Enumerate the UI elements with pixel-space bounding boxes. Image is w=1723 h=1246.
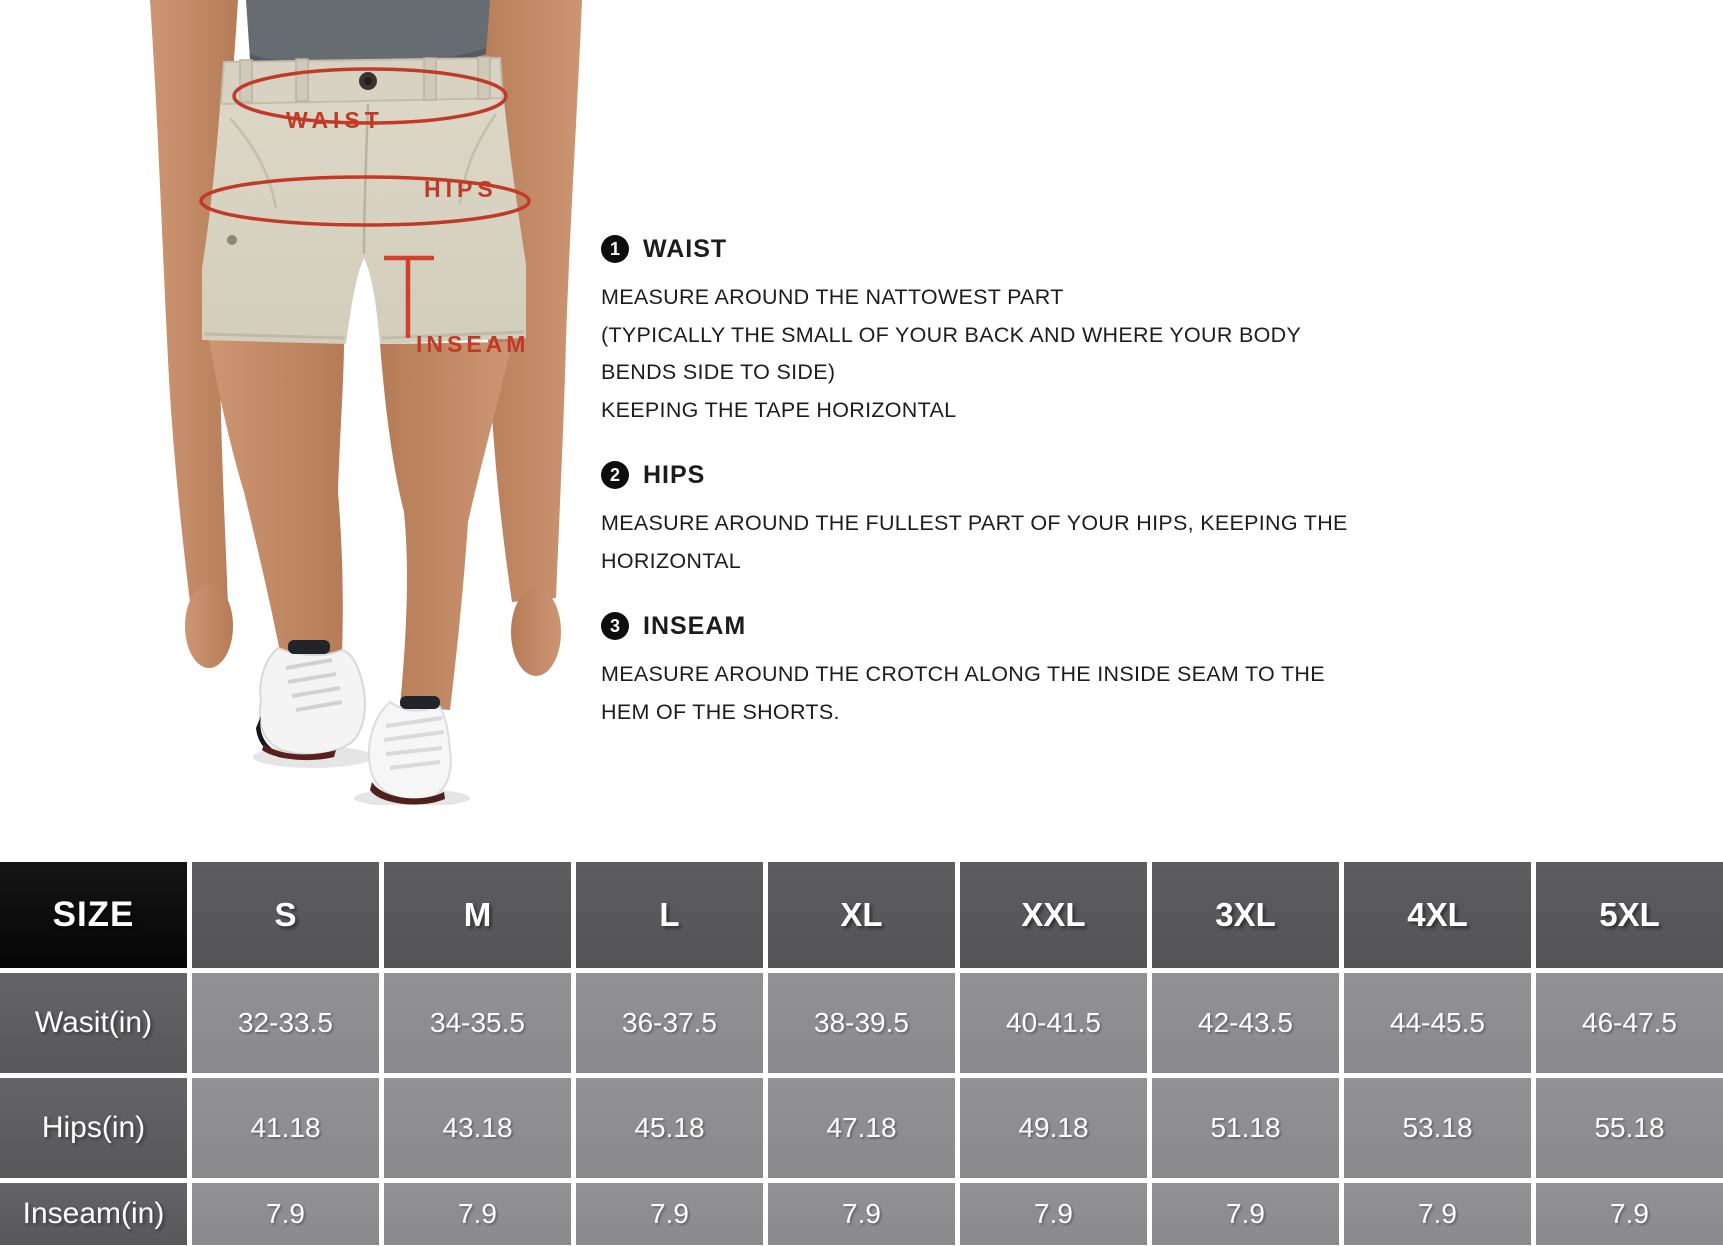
- model-right-leg: [380, 342, 512, 710]
- size-chart-value-cell: 36-37.5: [576, 973, 763, 1073]
- instruction-line: MEASURE AROUND THE FULLEST PART OF YOUR HIPS, KEEPING THE: [601, 511, 1348, 535]
- section-title-hips: HIPS: [643, 460, 706, 489]
- section-body-inseam: [601, 656, 1361, 731]
- section-body-hips: [601, 505, 1361, 580]
- instruction-line: BENDS SIDE TO SIDE): [601, 360, 836, 384]
- size-chart-value-cell: 32-33.5: [192, 973, 379, 1073]
- size-chart-value-cell: 55.18: [1536, 1078, 1723, 1178]
- instruction-line: (TYPICALLY THE SMALL OF YOUR BACK AND WHERE YOUR BODY: [601, 322, 1302, 347]
- size-chart-value-cell: 7.9: [576, 1183, 763, 1245]
- instruction-section-inseam: [601, 608, 1361, 731]
- step-3-badge: 3: [601, 612, 629, 640]
- size-chart-header-cell: 3XL: [1152, 862, 1339, 968]
- size-chart-value-cell: 7.9: [1344, 1183, 1531, 1245]
- zipper-pull: [227, 235, 237, 245]
- size-chart-header-cell: XL: [768, 862, 955, 968]
- size-chart-value-cell: 47.18: [768, 1078, 955, 1178]
- model-photo: [128, 0, 608, 805]
- instruction-section-hips: [601, 457, 1361, 580]
- size-chart-value-cell: 51.18: [1152, 1078, 1339, 1178]
- size-chart-value-cell: 43.18: [384, 1078, 571, 1178]
- size-chart-header-cell: 5XL: [1536, 862, 1723, 968]
- size-chart-row-label: Inseam(in): [0, 1183, 187, 1245]
- size-chart-value-cell: 7.9: [768, 1183, 955, 1245]
- section-body-waist: [601, 279, 1361, 429]
- size-chart-table: [0, 862, 1723, 1245]
- size-chart-header-cell: XXL: [960, 862, 1147, 968]
- instruction-line: HORIZONTAL: [601, 548, 741, 573]
- size-chart-row-label: Hips(in): [0, 1078, 187, 1178]
- size-chart-header-cell: 4XL: [1344, 862, 1531, 968]
- size-chart-header-cell: M: [384, 862, 571, 968]
- size-chart-value-cell: 40-41.5: [960, 973, 1147, 1073]
- step-1-badge: 1: [601, 235, 629, 263]
- size-chart-header-cell: L: [576, 862, 763, 968]
- inseam-annotation-label: INSEAM: [416, 331, 530, 357]
- instruction-line: MEASURE AROUND THE CROTCH ALONG THE INSIDE SEAM TO THE: [601, 662, 1325, 686]
- size-chart-value-cell: 41.18: [192, 1078, 379, 1178]
- size-chart-value-cell: 7.9: [384, 1183, 571, 1245]
- size-chart-value-cell: 7.9: [1536, 1183, 1723, 1245]
- model-left-hand: [185, 584, 233, 668]
- hips-annotation-label: HIPS: [424, 176, 498, 202]
- size-chart-value-cell: 53.18: [1344, 1078, 1531, 1178]
- instruction-line: HEM OF THE SHORTS.: [601, 699, 840, 724]
- left-shoe-collar: [288, 640, 330, 654]
- instruction-line: KEEPING THE TAPE HORIZONTAL: [601, 397, 957, 422]
- size-chart-value-cell: 7.9: [192, 1183, 379, 1245]
- shorts-button: [364, 77, 372, 85]
- step-2-badge: 2: [601, 461, 629, 489]
- size-chart-value-cell: 45.18: [576, 1078, 763, 1178]
- size-chart-row-label: Wasit(in): [0, 973, 187, 1073]
- instruction-line: MEASURE AROUND THE NATTOWEST PART: [601, 285, 1064, 309]
- instruction-section-waist: [601, 231, 1361, 429]
- section-title-inseam: INSEAM: [643, 611, 747, 640]
- model-right-hand: [511, 588, 561, 676]
- measuring-instructions: [601, 231, 1361, 731]
- size-chart-value-cell: 7.9: [1152, 1183, 1339, 1245]
- size-chart-value-cell: 7.9: [960, 1183, 1147, 1245]
- right-shoe-collar: [400, 696, 440, 709]
- size-chart-header-cell: S: [192, 862, 379, 968]
- size-chart-corner-cell: SIZE: [0, 862, 187, 968]
- waist-annotation-label: WAIST: [286, 107, 384, 133]
- size-chart-value-cell: 42-43.5: [1152, 973, 1339, 1073]
- size-chart-value-cell: 49.18: [960, 1078, 1147, 1178]
- size-chart-value-cell: 44-45.5: [1344, 973, 1531, 1073]
- size-chart-value-cell: 38-39.5: [768, 973, 955, 1073]
- section-title-waist: WAIST: [643, 234, 728, 263]
- size-chart-value-cell: 46-47.5: [1536, 973, 1723, 1073]
- size-chart-value-cell: 34-35.5: [384, 973, 571, 1073]
